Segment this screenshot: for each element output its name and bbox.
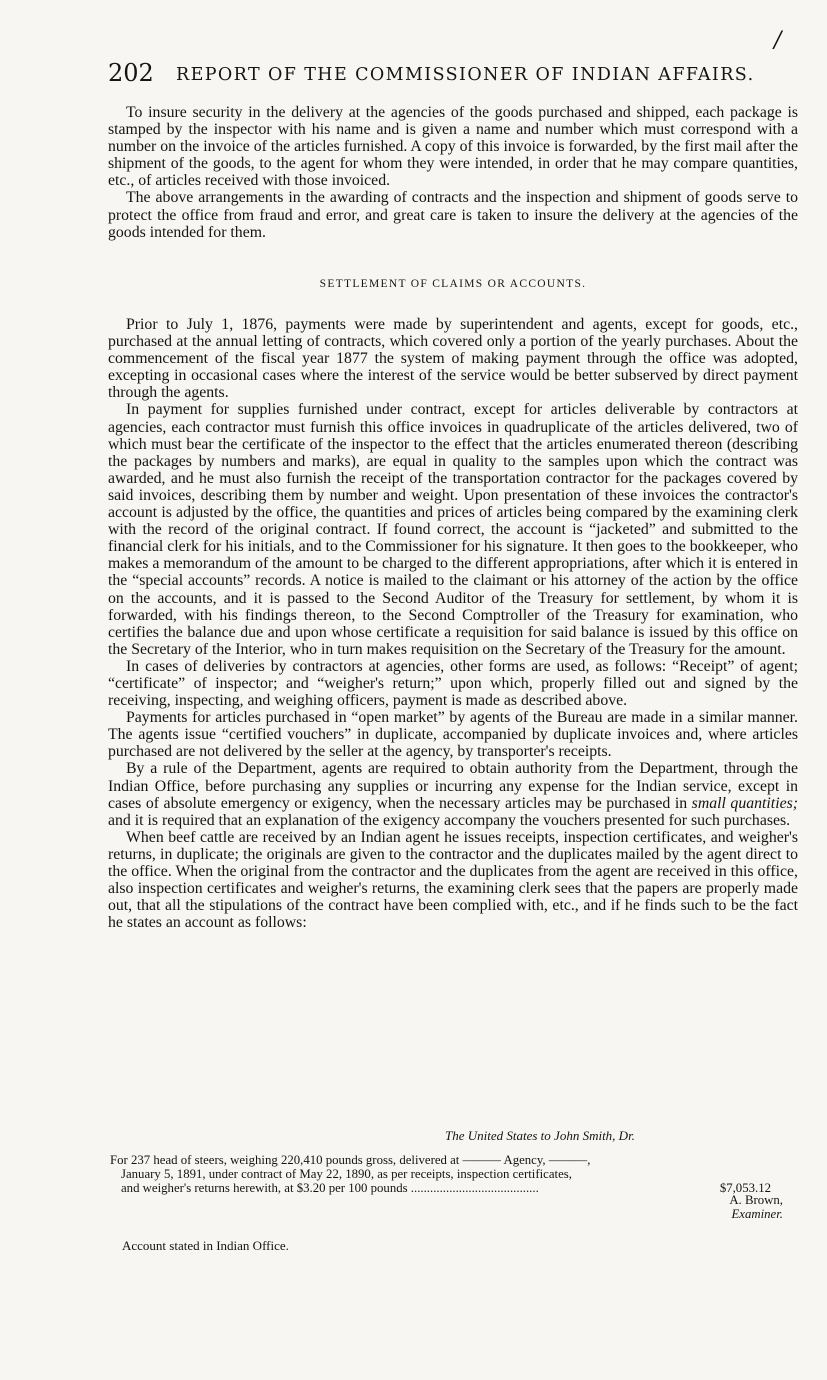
margin-pen-mark: / bbox=[774, 28, 782, 53]
paragraph-open-market: Payments for articles purchased in “open market” by agents of the Bureau are made in a similar manner. The agents issue “certified vouchers” in duplicate, accompanied by duplicate invoices and, where articles purchased are not delivered by the seller at the agency, by transporter's receipts. bbox=[108, 709, 798, 761]
account-line-2: January 5, 1891, under contract of May 22, 1890, as per receipts, inspection certificates, bbox=[121, 1167, 572, 1181]
account-heading: The United States to John Smith, Dr. bbox=[445, 1128, 635, 1143]
account-stated-note: Account stated in Indian Office. bbox=[122, 1238, 289, 1253]
rule-text-b: and it is required that an explanation of the exigency accompany the vouchers presented for such purchases. bbox=[108, 811, 791, 829]
account-line-1: For 237 head of steers, weighing 220,410 pounds gross, delivered at ——— Agency, ———, bbox=[110, 1153, 591, 1167]
paragraph-beef-cattle: When beef cattle are received by an Indian agent he issues receipts, inspection certificates, and weigher's returns, in duplicate; the originals are given to the contractor and the duplicates mailed by the agent direct to the office. When the original from the contractor and the duplicates from the agent are received in this office, also inspection certificates and weigher's returns, the examining clerk sees that the papers are properly made out, that all the stipulations of the contract have been complied with, etc., and if he finds such to be the fact he states an account as follows: bbox=[108, 828, 798, 932]
running-title: REPORT OF THE COMMISSIONER OF INDIAN AFFAIRS. bbox=[176, 65, 755, 85]
account-statement bbox=[110, 1153, 800, 1195]
signer-name: A. Brown, bbox=[729, 1193, 783, 1207]
signer-title: Examiner. bbox=[731, 1207, 783, 1221]
page-number: 202 bbox=[108, 59, 154, 87]
paragraph-department-rule bbox=[108, 760, 798, 828]
paragraph-payment-contract: In payment for supplies furnished under contract, except for articles deliverable by contractors at agencies, each contractor must furnish this office invoices in quadruplicate of the articles delivered, two of which must bear the certificate of the inspector to the effect that the articles enumerated thereon (describing the packages by numbers and marks), are equal in quality to the samples upon which the contract was awarded, and he must also furnish the receipt of the transportation contractor for the packages covered by said invoices, describing them by number and weight. Upon presentation of these invoices the contractor's account is adjusted by the office, the quantities and prices of articles being compared by the examining clerk with the record of the original contract. If found correct, the account is “jacketed” and submitted to the financial clerk for his initials, and to the Commissioner for his signature. It then goes to the bookkeeper, who makes a memorandum of the amount to be charged to the different appropriations, after which it is entered in the “special accounts” records. A notice is mailed to the claimant or his attorney of the action by the office on the accounts, and it is passed to the Second Auditor of the Treasury for settlement, by whom it is forwarded, with his findings thereon, to the Second Comptroller of the Treasury for examination, who certifies the balance due and upon whose certificate a requisition for said balance is issued by this office on the Secretary of the Interior, who in turn makes requisition on the Secretary of the Treasury for the amount. bbox=[108, 401, 798, 658]
paragraph-arrangements: The above arrangements in the awarding of contracts and the inspection and shipment of goods serve to protect the office from fraud and error, and great care is taken to insure the delivery at the agencies of the goods intended for them. bbox=[108, 189, 798, 241]
examiner-signature bbox=[729, 1193, 783, 1221]
rule-text-italic: small quantities; bbox=[691, 794, 799, 812]
paragraph-security: To insure security in the delivery at the agencies of the goods purchased and shipped, each package is stamped by the inspector with his name and is given a name and number which must correspond with a number on the invoice of the articles furnished. A copy of this invoice is forwarded, by the first mail after the shipment of the goods, to the agent for whom they were intended, in order that he may compare quantities, etc., of articles received with those invoiced. bbox=[108, 104, 798, 190]
settlement-text-block bbox=[108, 316, 798, 931]
account-amount: $7,053.12 bbox=[719, 1181, 771, 1195]
paragraph-prior: Prior to July 1, 1876, payments were made by superintendent and agents, except for goods, etc., purchased at the annual letting of contracts, which covered only a portion of the yearly purchases. About the commencement of the fiscal year 1877 the system of making payment through the office was adopted, excepting in occasional cases where the interest of the service would be better subserved by direct payment through the agents. bbox=[108, 316, 798, 402]
page-header bbox=[108, 58, 808, 88]
paragraph-deliveries: In cases of deliveries by contractors at agencies, other forms are used, as follows: “Receipt” of agent; “certificate” of inspector; and “weigher's return;” upon which, properly filled out and signed by the receiving, inspecting, and weighing officers, payment is made as described above. bbox=[108, 657, 798, 710]
account-line-3: and weigher's returns herewith, at $3.20 per 100 pounds ........................................ bbox=[121, 1181, 539, 1195]
section-heading: SETTLEMENT OF CLAIMS OR ACCOUNTS. bbox=[319, 278, 587, 290]
intro-text-block bbox=[108, 104, 798, 241]
rule-text-a: By a rule of the Department, agents are required to obtain authority from the Department, through the Indian Office, before purchasing any supplies or incurring any expense for the Indian service, except in cases of absolute emergency or exigency, when the necessary articles may be purchased in bbox=[108, 760, 798, 812]
